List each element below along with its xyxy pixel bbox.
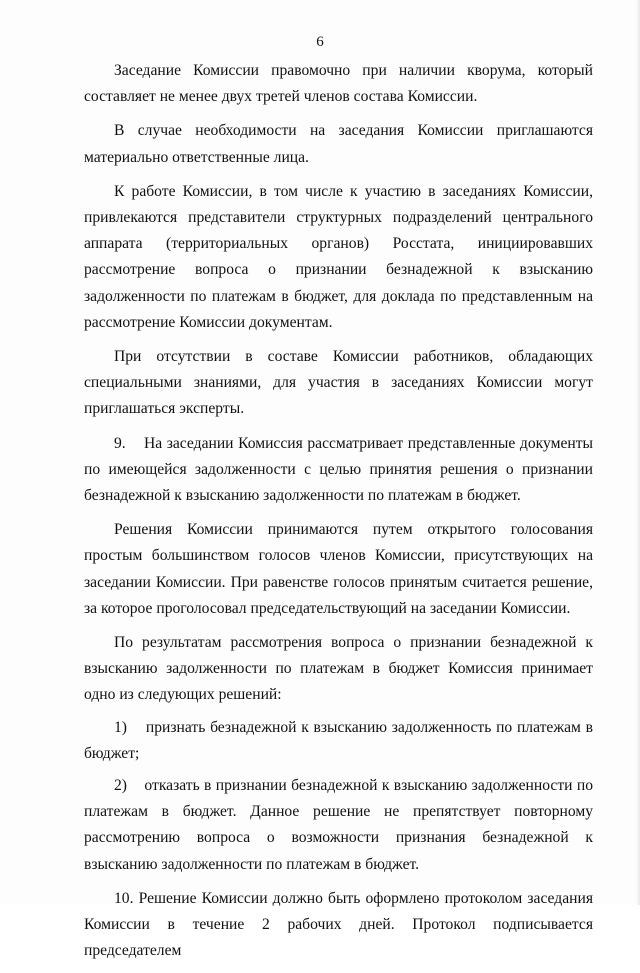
page-edge-shadow	[636, 0, 640, 905]
page-number: 6	[316, 34, 324, 50]
paragraph-item-10: 10. Решение Комиссии должно быть оформлено протоколом заседания Комиссии в течение 2 рабочих дней. Протокол подписывается председателем	[84, 889, 593, 960]
list-item-decision-1: 1) признать безнадежной к взысканию задолженность по платежам в бюджет;	[84, 718, 593, 762]
paragraph-representatives: К работе Комиссии, в том числе к участию в заседаниях Комиссии, привлекаются представители структурных подразделений центрального аппарата (территориальных органов) Росстата, инициировавших рассмотрение вопроса о признании безнадежной к взысканию задолженности по платежам в бюджет, для доклада по представленным на рассмотрение Комиссии документам.	[84, 182, 593, 331]
paragraph-voting: Решения Комиссии принимаются путем открытого голосования простым большинством голосов членов Комиссии, присутствующих на заседании Комиссии. При равенстве голосов принятым считается решение, за которое проголосовал председательствующий на заседании Комиссии.	[84, 521, 593, 617]
paragraph-decisions-intro: По результатам рассмотрения вопроса о признании безнадежной к взысканию задолженности по платежам в бюджет Комиссия принимает одно из следующих решений:	[84, 634, 593, 704]
document-body	[84, 58, 593, 973]
paragraph-item-9: 9. На заседании Комиссия рассматривает представленные документы по имеющейся задолженности с целью принятия решения о признании безнадежной к взысканию задолженности по платежам в бюджет.	[84, 434, 593, 505]
paragraph-experts: При отсутствии в составе Комиссии работников, обладающих специальными знаниями, для участия в заседаниях Комиссии могут приглашаться эксперты.	[84, 348, 593, 418]
list-item-decision-2: 2) отказать в признании безнадежной к взысканию задолженности по платежам в бюджет. Данное решение не препятствует повторному рассмотрению вопроса о возможности признания безнадежной к взысканию задолженности по платежам в бюджет.	[84, 777, 593, 873]
paragraph-invited-persons: В случае необходимости на заседания Комиссии приглашаются материально ответственные лица.	[84, 122, 593, 166]
paragraph-quorum: Заседание Комиссии правомочно при наличии кворума, который составляет не менее двух третей членов состава Комиссии.	[84, 62, 593, 106]
